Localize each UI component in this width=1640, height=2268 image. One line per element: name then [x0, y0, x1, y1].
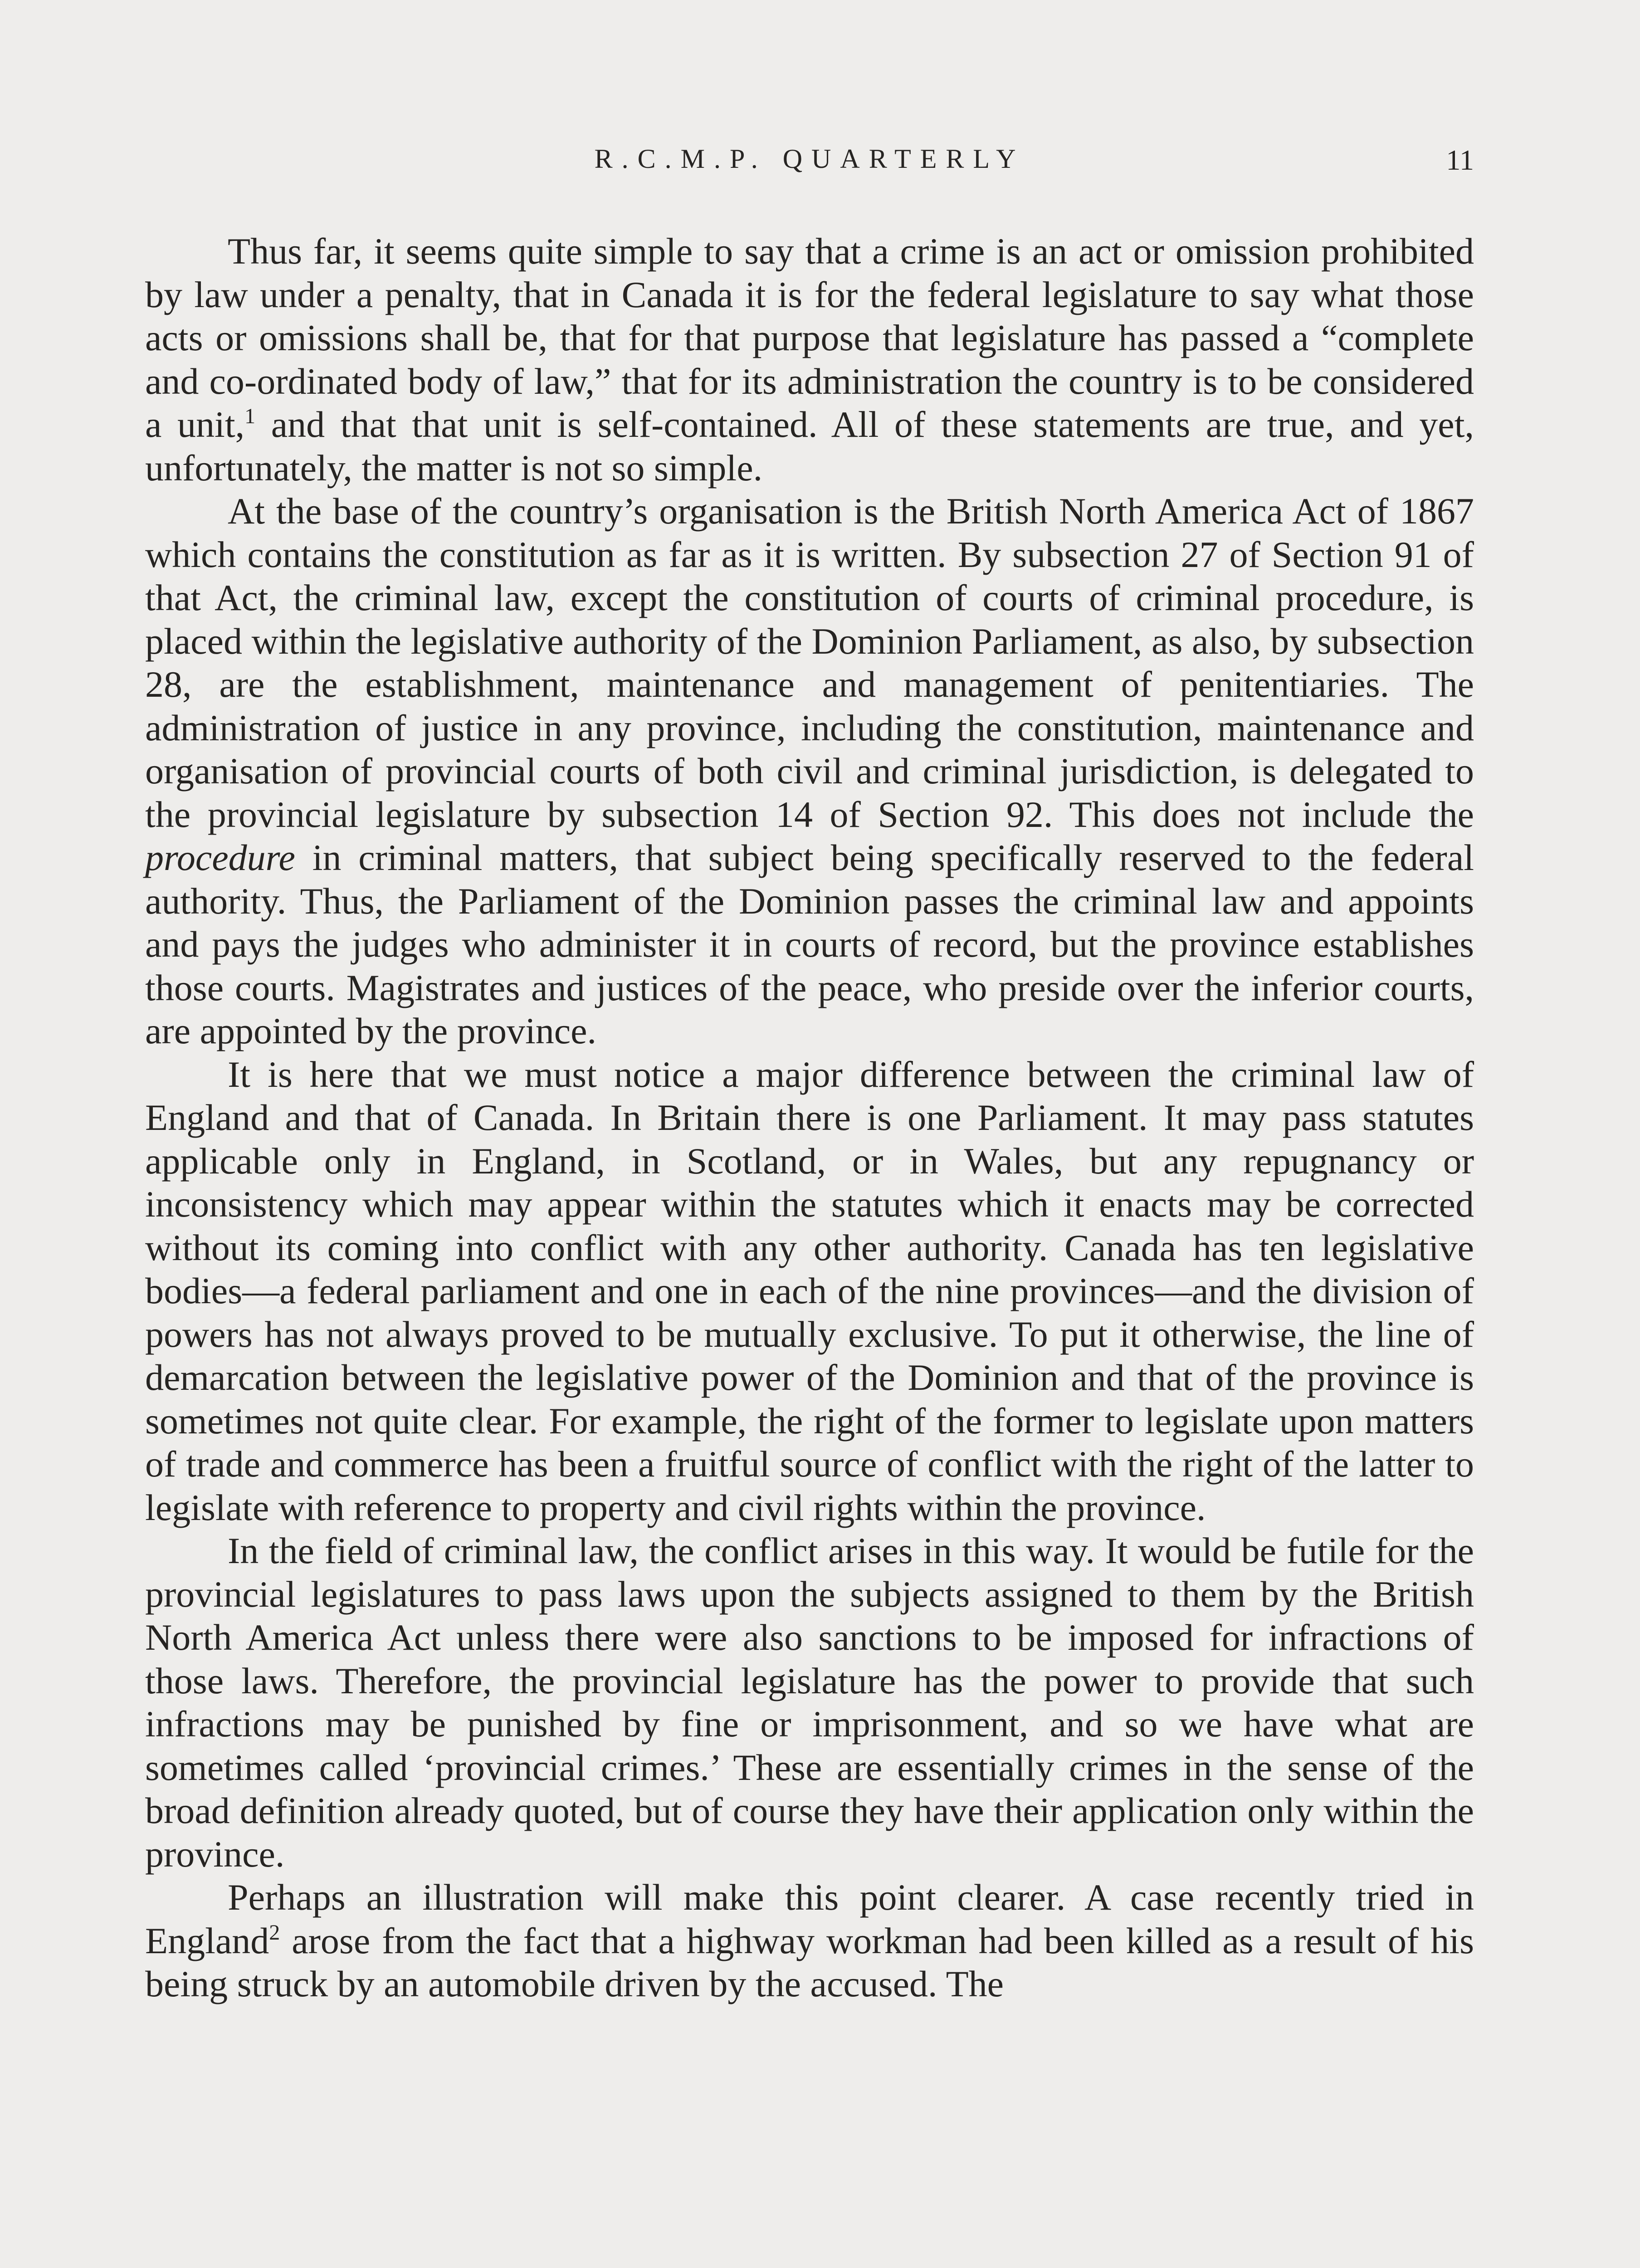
running-title: R.C.M.P. QUARTERLY: [594, 144, 1025, 174]
footnote-marker: 1: [244, 404, 256, 428]
page-header: [145, 143, 1474, 184]
text-segment: In the field of criminal law, the conflict arises in this way. It would be futile for the provincial legislatures to pass laws upon the subjects assigned to them by the British North America Act unless there were also sanctions to be imposed for infractions of those laws. Therefore, the provincial legislature has the power to provide that such infractions may be punished by fine or imprisonment, and so we have what are sometimes called ‘provincial crimes.’ These are essentially crimes in the sense of the broad definition already quoted, but of course they have their application only within the province.: [145, 1530, 1474, 1875]
page-number: 11: [1446, 144, 1474, 176]
paragraph: [145, 1529, 1474, 1876]
text-segment: and that that unit is self-contained. All of these statements are true, and yet, unfortunately, the matter is not so simple.: [145, 404, 1474, 489]
text-segment: At the base of the country’s organisation is the British North America Act of 1867 which contains the constitution as far as it is written. By subsection 27 of Section 91 of that Act, the criminal law, except the constitution of courts of criminal procedure, is placed within the legislative authority of the Dominion Parliament, as also, by subsection 28, are the establishment, maintenance and management of penitentiaries. The administration of justice in any province, including the constitution, maintenance and organisation of provincial courts of both civil and criminal jurisdiction, is delegated to the provincial legislature by subsection 14 of Section 92. This does not include the: [145, 490, 1474, 835]
italic-term: procedure: [145, 837, 295, 878]
text-segment: arose from the fact that a highway workman had been killed as a result of his being struck by an automobile driven by the accused. The: [145, 1920, 1474, 2004]
paragraph: [145, 489, 1474, 1053]
paragraph: [145, 230, 1474, 489]
text-segment: Thus far, it seems quite simple to say that a crime is an act or omission prohibited by law under a penalty, that in Canada it is for the federal legislature to say what those acts or omissions shall be, that for that purpose that legislature has passed a “complete and co-ordinated body of law,” that for its administration the country is to be considered a unit,: [145, 230, 1474, 445]
paragraph: [145, 1053, 1474, 1530]
body-text: [145, 230, 1474, 2006]
text-segment: in criminal matters, that subject being specifically reserved to the federal authority. Thus, the Parliament of the Dominion passes the criminal law and appoints and pays the judges who administer it in courts of record, but the province establishes those courts. Magistrates and justices of the peace, who preside over the inferior courts, are appointed by the province.: [145, 837, 1474, 1051]
footnote-marker: 2: [269, 1920, 280, 1945]
text-segment: Perhaps an illustration will make this point clearer. A case recently tried in England: [145, 1877, 1474, 1961]
paragraph: [145, 1876, 1474, 2006]
text-segment: It is here that we must notice a major difference between the criminal law of England and that of Canada. In Britain there is one Parliament. It may pass statutes applicable only in England, in Scotland, or in Wales, but any repugnancy or inconsistency which may appear within the statutes which it enacts may be corrected without its coming into conflict with any other authority. Canada has ten legislative bodies—a federal parliament and one in each of the nine provinces—and the division of powers has not always proved to be mutually exclusive. To put it otherwise, the line of demarcation between the legislative power of the Dominion and that of the province is sometimes not quite clear. For example, the right of the former to legislate upon matters of trade and commerce has been a fruitful source of conflict with the right of the latter to legislate with reference to property and civil rights within the province.: [145, 1053, 1474, 1528]
